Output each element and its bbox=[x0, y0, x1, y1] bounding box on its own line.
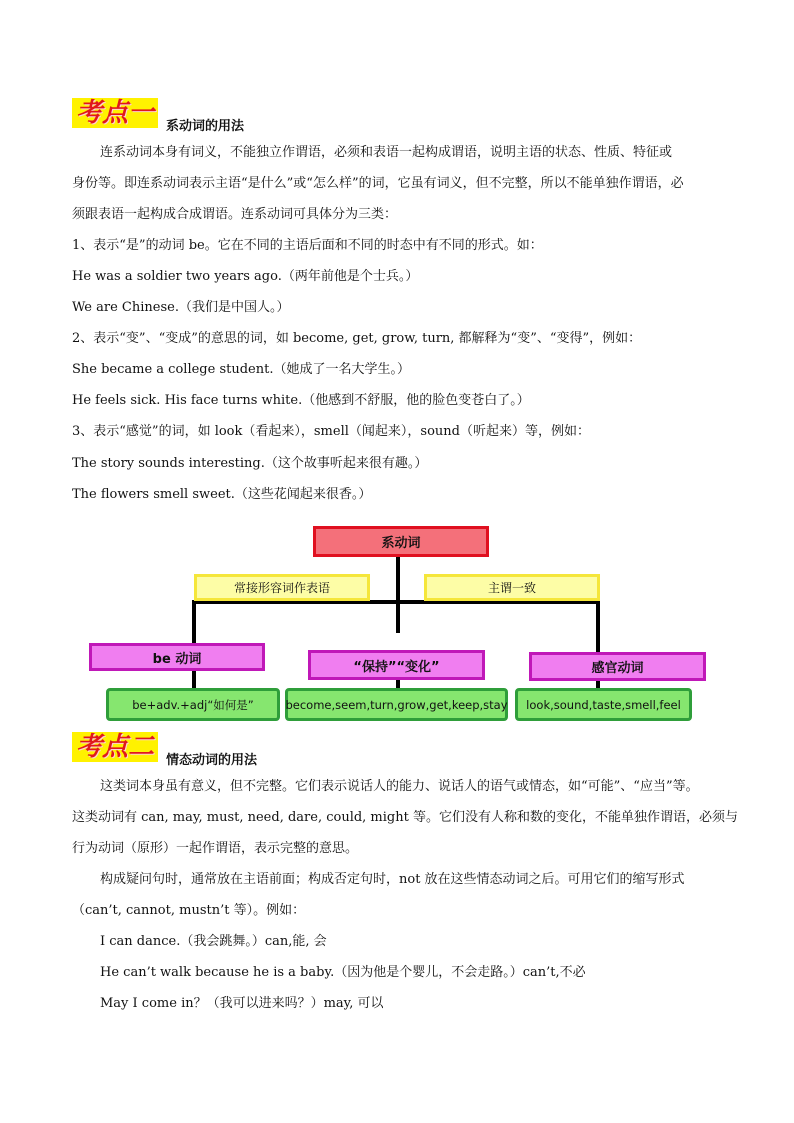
section1-item: 3、表示“感觉”的词，如 look（看起来），smell（闻起来），sound（听起来）等，例如： bbox=[72, 424, 590, 439]
connector-vertical-root bbox=[396, 555, 400, 633]
section1-example: She became a college student.（她成了一名大学生。） bbox=[72, 362, 410, 377]
connector-right bbox=[596, 600, 600, 656]
diagram-branch-sense-verb: 感官动词 bbox=[529, 652, 706, 681]
section2-example: He can’t walk because he is a baby.（因为他是个婴儿，不会走路。）can’t,不必 bbox=[100, 965, 586, 980]
section1-example: We are Chinese.（我们是中国人。） bbox=[72, 300, 290, 315]
connector-left bbox=[192, 600, 196, 644]
section2-paragraph-line: 这类词本身虽有意义，但不完整。它们表示说话人的能力、说话人的语气或情态，如“可能”、“应当”等。 bbox=[100, 779, 699, 794]
diagram-root-node: 系动词 bbox=[313, 526, 489, 557]
section1-badge: 考点一 bbox=[72, 98, 158, 128]
diagram-note-predicative: 常接形容词作表语 bbox=[194, 574, 370, 601]
section2-paragraph-line: 构成疑问句时，通常放在主语前面；构成否定句时，not 放在这些情态动词之后。可用它们的缩写形式 bbox=[100, 872, 685, 887]
diagram-branch-be-verb: be 动词 bbox=[89, 643, 265, 671]
section2-title: 情态动词的用法 bbox=[166, 753, 258, 768]
diagram-note-agreement: 主谓一致 bbox=[424, 574, 600, 601]
section2-badge: 考点二 bbox=[72, 732, 158, 762]
diagram-branch-keep-change: “保持”“变化” bbox=[308, 650, 485, 680]
section1-paragraph-line: 连系动词本身有词义，不能独立作谓语，必须和表语一起构成谓语，说明主语的状态、性质、特征或 bbox=[100, 145, 673, 160]
section2-paragraph-line: （can’t, cannot, mustn’t 等）。例如： bbox=[72, 903, 306, 918]
section1-paragraph-line: 身份等。即连系动词表示主语“是什么”或“怎么样”的词，它虽有词义，但不完整，所以不能单独作谓语，必 bbox=[72, 176, 684, 191]
section2-example: May I come in？（我可以进来吗？）may, 可以 bbox=[100, 996, 384, 1011]
section1-example: The flowers smell sweet.（这些花闻起来很香。） bbox=[72, 487, 372, 502]
section2-paragraph-line: 行为动词（原形）一起作谓语，表示完整的意思。 bbox=[72, 841, 359, 856]
section1-item: 2、表示“变”、“变成”的意思的词，如 become, get, grow, turn, 都解释为“变”、“变得”，例如： bbox=[72, 331, 642, 346]
section1-example: He feels sick. His face turns white.（他感到不舒服，他的脸色变苍白了。） bbox=[72, 393, 530, 408]
section1-example: The story sounds interesting.（这个故事听起来很有趣。） bbox=[72, 456, 428, 471]
section1-item: 1、表示“是”的动词 be。它在不同的主语后面和不同的时态中有不同的形式。如： bbox=[72, 238, 543, 253]
section2-example: I can dance.（我会跳舞。）can,能, 会 bbox=[100, 934, 327, 949]
connector-left-lower bbox=[192, 668, 196, 690]
section1-paragraph-line: 须跟表语一起构成合成谓语。连系动词可具体分为三类： bbox=[72, 207, 398, 222]
section2-paragraph-line: 这类动词有 can, may, must, need, dare, could, might 等。它们没有人称和数的变化，不能单独作谓语，必须与 bbox=[72, 810, 738, 825]
diagram-example-keep-change: become,seem,turn,grow,get,keep,stay bbox=[285, 688, 508, 721]
section1-title: 系动词的用法 bbox=[166, 119, 245, 134]
section1-example: He was a soldier two years ago.（两年前他是个士兵。） bbox=[72, 269, 419, 284]
diagram-example-sense: look,sound,taste,smell,feel bbox=[515, 688, 692, 721]
diagram-example-be: be+adv.+adj“如何是” bbox=[106, 688, 280, 721]
